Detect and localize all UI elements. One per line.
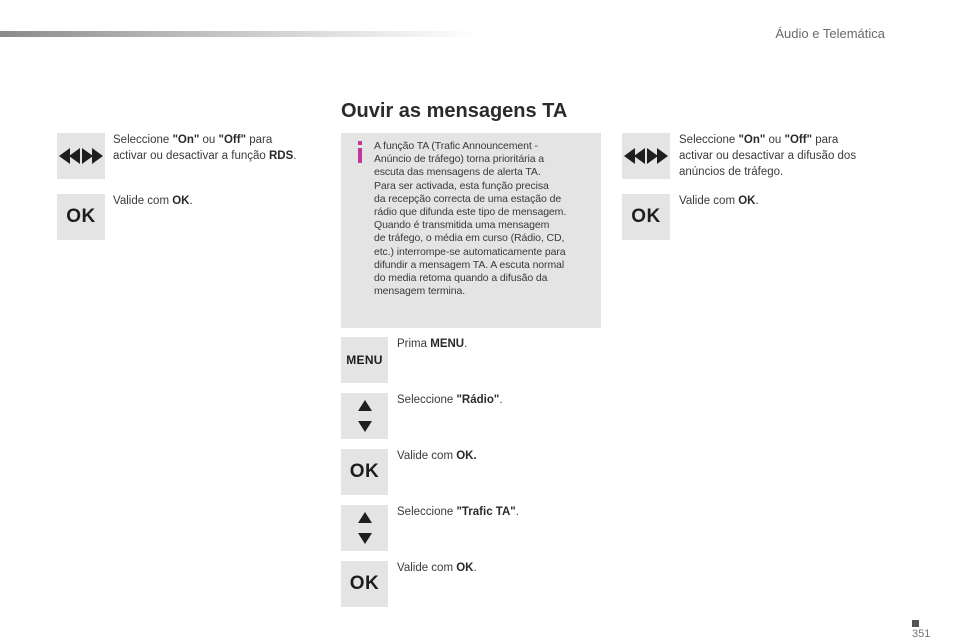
menu-key (341, 337, 388, 383)
header-gradient-bar (0, 31, 480, 37)
center-step-validate-1: Valide com OK. (397, 450, 477, 462)
up-down-arrows-icon (357, 511, 373, 545)
center-step-select-radio: Seleccione "Rádio". (397, 394, 503, 406)
ok-key-center-1 (341, 449, 388, 495)
ok-key-center-2 (341, 561, 388, 607)
ok-key-right (622, 194, 670, 240)
up-down-key-2 (341, 505, 388, 551)
center-step-select-trafic: Seleccione "Trafic TA". (397, 506, 519, 518)
ok-key-label: OK (349, 573, 380, 594)
header-title: Áudio e Telemática (775, 26, 885, 41)
page-marker (912, 620, 919, 627)
up-down-key-1 (341, 393, 388, 439)
right-step-validate: Valide com OK. (679, 195, 759, 207)
menu-key-label: MENU (346, 353, 383, 367)
skip-back-forward-icon (623, 148, 669, 164)
right-step-select-ta: Seleccione "On" ou "Off" para activar ou desactivar a difusão dos anúncios de tráfego. (679, 134, 857, 178)
skip-keys-right (622, 133, 670, 179)
ok-key-label: OK (631, 206, 661, 227)
center-step-validate-2: Valide com OK. (397, 562, 477, 574)
ok-key-label: OK (349, 461, 380, 482)
ok-key-label: OK (66, 206, 96, 227)
info-icon (355, 141, 365, 163)
skip-back-forward-icon (58, 148, 104, 164)
left-step-select-rds: Seleccione "On" ou "Off" para activar ou desactivar a função RDS. (113, 134, 297, 162)
page-number: 351 (912, 628, 931, 640)
up-down-arrows-icon (357, 399, 373, 433)
info-text: A função TA (Trafic Announcement - Anúncio de tráfego) torna prioritária a escuta das mensagens de alerta TA. Para ser activada, esta função precisa da recepção correcta de uma estação de rádio que difunda este tipo de mensagem. Quando é transmitida uma mensagem de tráfego, o média em curso (Rádio, CD, etc.) interrompe-se automaticamente para difundir a mensagem TA. A escuta normal do media retoma quando a difusão da mensagem termina. (374, 140, 567, 298)
left-step-validate: Valide com OK. (113, 195, 193, 207)
page-title: Ouvir as mensagens TA (341, 100, 568, 122)
center-step-press-menu: Prima MENU. (397, 338, 468, 350)
ok-key-left (57, 194, 105, 240)
skip-keys-left (57, 133, 105, 179)
